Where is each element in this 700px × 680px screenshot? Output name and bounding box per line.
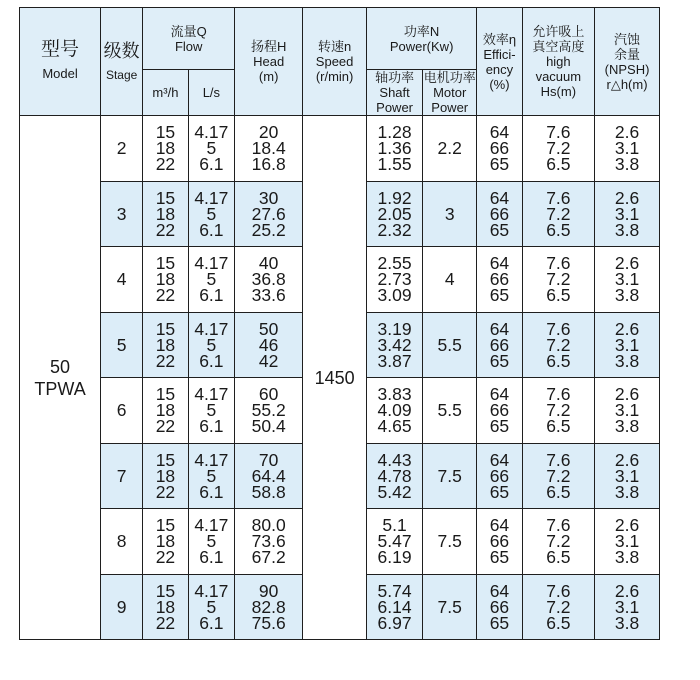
head-value: 46 [258,334,279,355]
shaft-value: 1.36 [377,138,412,159]
flow-m3h-value: 15 [155,187,176,208]
header-model-cn: 型号 [41,39,80,60]
stage-cell: 6 [101,378,143,444]
eff-value: 65 [489,547,510,568]
model-cell [20,116,101,640]
shaft-value: 4.65 [377,416,412,437]
eff-value: 64 [489,384,510,405]
shaft-value: 1.92 [377,187,412,208]
npsh-value: 3.8 [614,154,640,175]
eff-value: 64 [489,449,510,470]
head-value: 70 [258,449,279,470]
header-shaft-cn: 轴功率 [375,70,415,85]
table-body [20,116,660,640]
shaft-value: 2.32 [377,219,412,240]
header-flow-cn: 流量Q [170,23,207,39]
motor-power-cell: 7.5 [423,574,477,640]
header-power [366,8,476,70]
npsh-value: 2.6 [614,449,640,470]
shaft-value: 5.1 [382,515,407,536]
shaft-power-cell [366,247,422,313]
flow-m3h-value: 15 [155,580,176,601]
header-eff-en1: Effici- [483,46,516,62]
head-value: 36.8 [251,269,286,290]
vacuum-cell [522,312,594,378]
flow-ls-value: 6.1 [199,285,224,306]
header-model [20,8,101,116]
flow-m3h-value: 15 [155,515,176,536]
head-cell [235,181,303,247]
header-npsh-en2: r△h(m) [606,76,648,92]
flow-m3h-value: 18 [155,400,176,421]
stage-cell: 5 [101,312,143,378]
header-npsh-cn1: 汽蚀 [614,31,641,47]
flow-m3h-value: 18 [155,334,176,355]
hs-value: 7.2 [546,334,571,355]
eff-value: 66 [489,203,510,224]
npsh-value: 3.1 [614,138,640,159]
shaft-value: 4.43 [377,449,412,470]
table-row [20,116,660,182]
eff-value: 64 [489,122,510,143]
head-cell [235,116,303,182]
flow-m3h-value: 22 [155,285,176,306]
hs-value: 7.2 [546,465,571,486]
hs-value: 6.5 [546,219,571,240]
efficiency-cell [477,509,522,575]
npsh-value: 3.8 [614,547,640,568]
npsh-value: 2.6 [614,384,640,405]
hs-value: 7.6 [546,253,571,274]
eff-value: 64 [489,187,510,208]
npsh-value: 3.8 [614,612,640,633]
shaft-value: 5.47 [377,531,412,552]
npsh-value: 3.8 [614,350,640,371]
head-value: 55.2 [251,400,286,421]
npsh-value: 2.6 [614,187,640,208]
spec-table-container [19,7,660,640]
npsh-value: 3.8 [614,416,640,437]
flow-ls-cell [188,247,234,313]
npsh-value: 3.1 [614,203,640,224]
head-value: 25.2 [251,219,286,240]
hs-value: 7.6 [546,187,571,208]
shaft-power-cell [366,509,422,575]
hs-value: 7.6 [546,580,571,601]
flow-ls-value: 4.17 [194,580,229,601]
flow-m3h-value: 22 [155,416,176,437]
motor-power-cell: 2.2 [423,116,477,182]
head-value: 50 [258,318,279,339]
eff-value: 66 [489,138,510,159]
vacuum-cell [522,181,594,247]
npsh-cell [595,378,660,444]
eff-value: 65 [489,481,510,502]
flow-ls-cell [188,378,234,444]
flow-ls-cell [188,181,234,247]
hs-value: 7.6 [546,515,571,536]
motor-power-cell: 5.5 [423,312,477,378]
head-value: 30 [258,187,279,208]
hs-value: 7.2 [546,400,571,421]
flow-m3h-value: 15 [155,253,176,274]
head-value: 16.8 [251,154,286,175]
flow-m3h-value: 22 [155,154,176,175]
flow-m3h-value: 18 [155,203,176,224]
shaft-value: 4.09 [377,400,412,421]
npsh-cell [595,509,660,575]
header-vac-en1: high [546,54,571,69]
flow-ls-value: 4.17 [194,253,229,274]
header-flow-en: Flow [174,38,203,54]
head-cell [235,443,303,509]
shaft-value: 6.19 [377,547,412,568]
shaft-value: 5.74 [377,580,412,601]
model-series: TPWA [34,378,86,399]
header-head-en: Head [253,54,285,69]
vacuum-cell [522,116,594,182]
head-value: 50.4 [251,416,286,437]
shaft-value: 1.28 [377,122,412,143]
stage-cell: 3 [101,181,143,247]
flow-ls-value: 6.1 [199,612,224,633]
shaft-value: 6.14 [377,596,412,617]
shaft-value: 2.05 [377,203,412,224]
flow-m3h-cell [143,509,188,575]
header-vac-en2: vacuum [535,69,582,84]
header-flow-ls: L/s [188,70,234,116]
motor-power-cell: 5.5 [423,378,477,444]
efficiency-cell [477,116,522,182]
eff-value: 66 [489,334,510,355]
header-head-cn: 扬程H [250,39,287,54]
motor-power-cell: 4 [423,247,477,313]
npsh-value: 3.8 [614,481,640,502]
hs-value: 6.5 [546,285,571,306]
npsh-value: 3.1 [614,400,640,421]
header-speed-unit: (r/min) [315,69,354,84]
flow-ls-value: 4.17 [194,384,229,405]
flow-m3h-value: 22 [155,547,176,568]
flow-m3h-value: 15 [155,449,176,470]
flow-ls-value: 4.17 [194,187,229,208]
flow-m3h-value: 18 [155,465,176,486]
table-header [20,8,660,116]
flow-ls-value: 6.1 [199,350,224,371]
model-number: 50 [50,356,71,377]
shaft-power-cell [366,378,422,444]
head-cell [235,509,303,575]
head-value: 64.4 [251,465,286,486]
flow-m3h-cell [143,116,188,182]
shaft-value: 1.55 [377,154,412,175]
efficiency-cell [477,181,522,247]
header-stage-cn: 级数 [103,40,140,61]
flow-ls-value: 5 [206,203,217,224]
head-value: 67.2 [251,547,286,568]
header-power-en: Power(Kw) [389,38,454,54]
head-value: 40 [258,253,279,274]
header-npsh-en1: (NPSH) [604,61,650,77]
flow-m3h-cell [143,181,188,247]
flow-ls-value: 5 [206,596,217,617]
flow-m3h-value: 15 [155,384,176,405]
header-flow [143,8,235,70]
stage-cell: 8 [101,509,143,575]
head-value: 73.6 [251,531,286,552]
head-value: 90 [258,580,279,601]
head-value: 42 [258,350,279,371]
header-vac-cn2: 真空高度 [532,39,585,54]
header-eff-cn: 效率η [482,31,517,47]
speed-cell: 1450 [303,116,367,640]
vacuum-cell [522,378,594,444]
shaft-value: 3.42 [377,334,412,355]
shaft-power-cell [366,312,422,378]
flow-m3h-value: 22 [155,612,176,633]
npsh-value: 3.8 [614,219,640,240]
shaft-value: 3.19 [377,318,412,339]
flow-m3h-cell [143,312,188,378]
flow-m3h-value: 22 [155,350,176,371]
hs-value: 7.6 [546,384,571,405]
flow-ls-value: 4.17 [194,449,229,470]
shaft-value: 2.73 [377,269,412,290]
flow-m3h-value: 18 [155,531,176,552]
efficiency-cell [477,443,522,509]
hs-value: 6.5 [546,154,571,175]
flow-ls-value: 6.1 [199,154,224,175]
eff-value: 65 [489,285,510,306]
flow-m3h-value: 15 [155,318,176,339]
header-shaft-power [366,70,422,116]
shaft-power-cell [366,181,422,247]
npsh-value: 3.8 [614,285,640,306]
stage-cell: 9 [101,574,143,640]
npsh-cell [595,574,660,640]
header-vac-unit: Hs(m) [540,84,577,99]
hs-value: 7.2 [546,138,571,159]
eff-value: 65 [489,612,510,633]
flow-ls-cell [188,509,234,575]
flow-m3h-value: 18 [155,269,176,290]
shaft-value: 4.78 [377,465,412,486]
eff-value: 65 [489,219,510,240]
npsh-value: 3.1 [614,334,640,355]
head-value: 18.4 [251,138,286,159]
eff-value: 65 [489,416,510,437]
flow-ls-value: 5 [206,138,217,159]
npsh-cell [595,181,660,247]
eff-value: 64 [489,253,510,274]
eff-value: 64 [489,318,510,339]
head-value: 75.6 [251,612,286,633]
header-shaft-en1: Shaft [379,85,410,100]
shaft-value: 6.97 [377,612,412,633]
eff-value: 65 [489,154,510,175]
flow-m3h-value: 22 [155,219,176,240]
header-flow-m3h: m³/h [143,70,188,116]
header-eff-unit: (%) [489,76,510,92]
eff-value: 66 [489,465,510,486]
header-motor-cn: 电机功率 [423,70,476,85]
header-eff-en2: ency [485,61,514,77]
efficiency-cell [477,247,522,313]
flow-ls-cell [188,312,234,378]
shaft-value: 3.87 [377,350,412,371]
flow-ls-value: 5 [206,334,217,355]
flow-ls-value: 4.17 [194,318,229,339]
hs-value: 7.6 [546,318,571,339]
hs-value: 6.5 [546,547,571,568]
flow-m3h-cell [143,443,188,509]
eff-value: 64 [489,580,510,601]
eff-value: 65 [489,350,510,371]
npsh-cell [595,443,660,509]
efficiency-cell [477,574,522,640]
efficiency-cell [477,312,522,378]
motor-power-cell: 7.5 [423,509,477,575]
header-speed-cn: 转速n [317,39,352,54]
hs-value: 7.6 [546,449,571,470]
header-efficiency [477,8,522,116]
hs-value: 6.5 [546,481,571,502]
npsh-cell [595,247,660,313]
header-speed-en: Speed [315,54,354,69]
head-value: 60 [258,384,279,405]
head-cell [235,378,303,444]
flow-ls-cell [188,574,234,640]
stage-cell: 2 [101,116,143,182]
header-shaft-en2: Power [376,100,414,115]
eff-value: 66 [489,531,510,552]
shaft-power-cell [366,116,422,182]
header-speed [303,8,367,116]
head-cell [235,247,303,313]
header-vac-cn1: 允许吸上 [532,24,585,39]
header-motor-en2: Power [431,100,469,115]
flow-ls-value: 5 [206,465,217,486]
flow-ls-value: 4.17 [194,515,229,536]
stage-cell: 4 [101,247,143,313]
eff-value: 66 [489,400,510,421]
hs-value: 6.5 [546,350,571,371]
flow-ls-value: 4.17 [194,122,229,143]
npsh-value: 2.6 [614,580,640,601]
header-model-en: Model [42,66,78,81]
npsh-value: 3.1 [614,465,640,486]
header-motor-power [423,70,477,116]
flow-ls-cell [188,443,234,509]
flow-ls-value: 6.1 [199,416,224,437]
header-stage [101,8,143,116]
npsh-value: 2.6 [614,253,640,274]
eff-value: 66 [489,269,510,290]
npsh-cell [595,116,660,182]
flow-m3h-cell [143,247,188,313]
shaft-value: 3.09 [377,285,412,306]
hs-value: 6.5 [546,612,571,633]
shaft-value: 5.42 [377,481,412,502]
header-npsh-cn2: 余量 [614,46,641,62]
hs-value: 7.2 [546,203,571,224]
flow-ls-value: 5 [206,269,217,290]
header-head [235,8,303,116]
header-stage-en: Stage [105,67,138,82]
npsh-value: 2.6 [614,515,640,536]
vacuum-cell [522,443,594,509]
flow-m3h-cell [143,378,188,444]
head-cell [235,312,303,378]
header-npsh [595,8,660,116]
flow-ls-value: 5 [206,531,217,552]
efficiency-cell [477,378,522,444]
header-head-unit: (m) [258,69,279,84]
npsh-value: 2.6 [614,122,640,143]
hs-value: 7.2 [546,531,571,552]
flow-ls-cell [188,116,234,182]
head-value: 58.8 [251,481,286,502]
stage-cell: 7 [101,443,143,509]
shaft-value: 3.83 [377,384,412,405]
npsh-value: 3.1 [614,596,640,617]
hs-value: 7.2 [546,269,571,290]
npsh-value: 3.1 [614,269,640,290]
npsh-cell [595,312,660,378]
flow-m3h-cell [143,574,188,640]
flow-m3h-value: 15 [155,122,176,143]
head-value: 33.6 [251,285,286,306]
motor-power-cell: 7.5 [423,443,477,509]
flow-ls-value: 6.1 [199,481,224,502]
flow-m3h-value: 18 [155,596,176,617]
flow-ls-value: 6.1 [199,547,224,568]
npsh-value: 3.1 [614,531,640,552]
vacuum-cell [522,247,594,313]
pump-spec-table [19,7,660,640]
hs-value: 7.6 [546,122,571,143]
npsh-value: 2.6 [614,318,640,339]
eff-value: 66 [489,596,510,617]
flow-ls-value: 5 [206,400,217,421]
head-value: 20 [258,122,279,143]
eff-value: 64 [489,515,510,536]
hs-value: 7.2 [546,596,571,617]
header-vacuum [522,8,594,116]
flow-ls-value: 6.1 [199,219,224,240]
flow-m3h-value: 18 [155,138,176,159]
flow-m3h-value: 22 [155,481,176,502]
head-cell [235,574,303,640]
vacuum-cell [522,574,594,640]
shaft-value: 2.55 [377,253,412,274]
header-power-cn: 功率N [403,23,440,39]
hs-value: 6.5 [546,416,571,437]
head-value: 27.6 [251,203,286,224]
header-motor-en1: Motor [433,85,467,100]
head-value: 82.8 [251,596,286,617]
vacuum-cell [522,509,594,575]
head-value: 80.0 [251,515,286,536]
shaft-power-cell [366,574,422,640]
shaft-power-cell [366,443,422,509]
motor-power-cell: 3 [423,181,477,247]
